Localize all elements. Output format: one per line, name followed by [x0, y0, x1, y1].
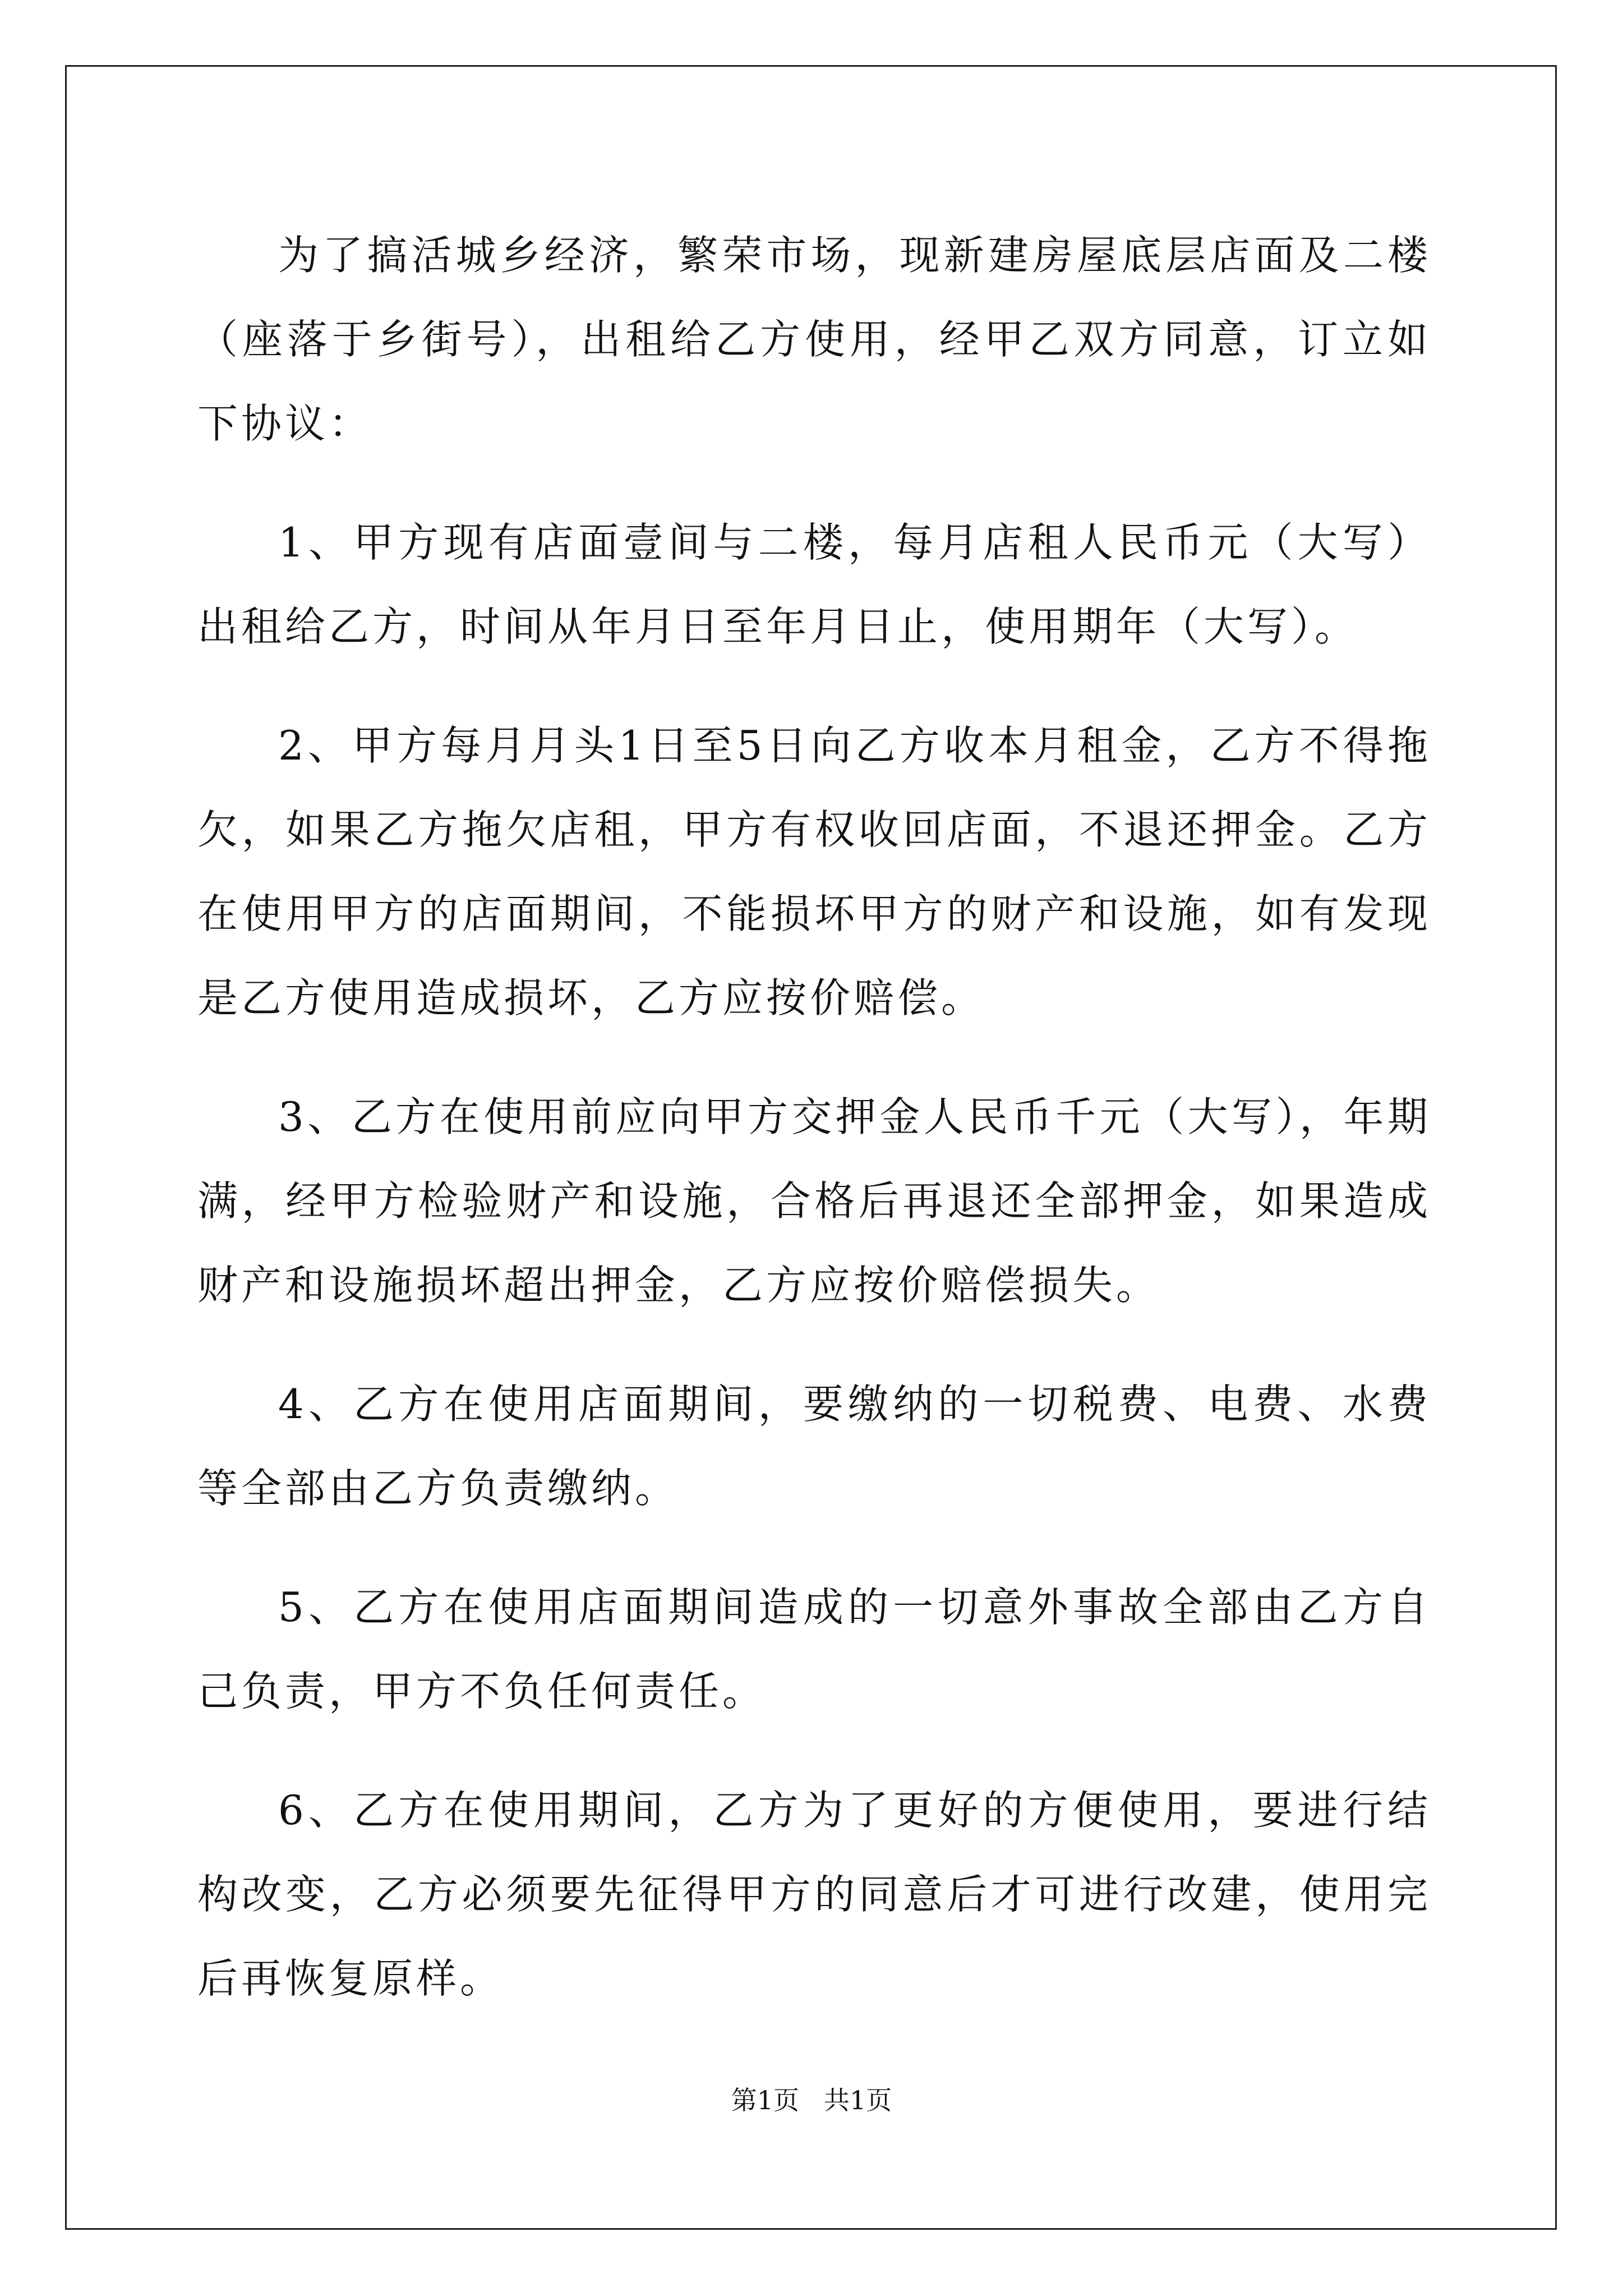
page-number-current: 第1页: [731, 2085, 799, 2115]
paragraph-intro: 为了搞活城乡经济，繁荣市场，现新建房屋底层店面及二楼（座落于乡街号），出租给乙方使用，经甲乙双方同意，订立如下协议：: [197, 232, 1431, 447]
paragraph-clause-3: 3、乙方在使用前应向甲方交押金人民币千元（大写），年期满，经甲方检验财产和设施，合格后再退还全部押金，如果造成财产和设施损坏超出押金，乙方应按价赔偿损失。: [197, 1093, 1431, 1309]
paragraph-clause-6: 6、乙方在使用期间，乙方为了更好的方便使用，要进行结构改变，乙方必须要先征得甲方的同意后才可进行改建，使用完后再恢复原样。: [197, 1787, 1431, 2002]
paragraph-clause-1: 1、甲方现有店面壹间与二楼，每月店租人民币元（大写）出租给乙方，时间从年月日至年月日止，使用期年（大写）。: [197, 519, 1431, 650]
page-footer: [0, 2083, 1623, 2117]
paragraph-clause-5: 5、乙方在使用店面期间造成的一切意外事故全部由乙方自己负责，甲方不负任何责任。: [197, 1584, 1431, 1715]
document-body: [197, 213, 1431, 2055]
paragraph-clause-2: 2、甲方每月月头1日至5日向乙方收本月租金，乙方不得拖欠，如果乙方拖欠店租，甲方有权收回店面，不退还押金。乙方在使用甲方的店面期间，不能损坏甲方的财产和设施，如有发现是乙方使用造成损坏，乙方应按价赔偿。: [197, 722, 1431, 1022]
page-number-total: 共1页: [824, 2085, 892, 2115]
paragraph-clause-4: 4、乙方在使用店面期间，要缴纳的一切税费、电费、水费等全部由乙方负责缴纳。: [197, 1381, 1431, 1512]
